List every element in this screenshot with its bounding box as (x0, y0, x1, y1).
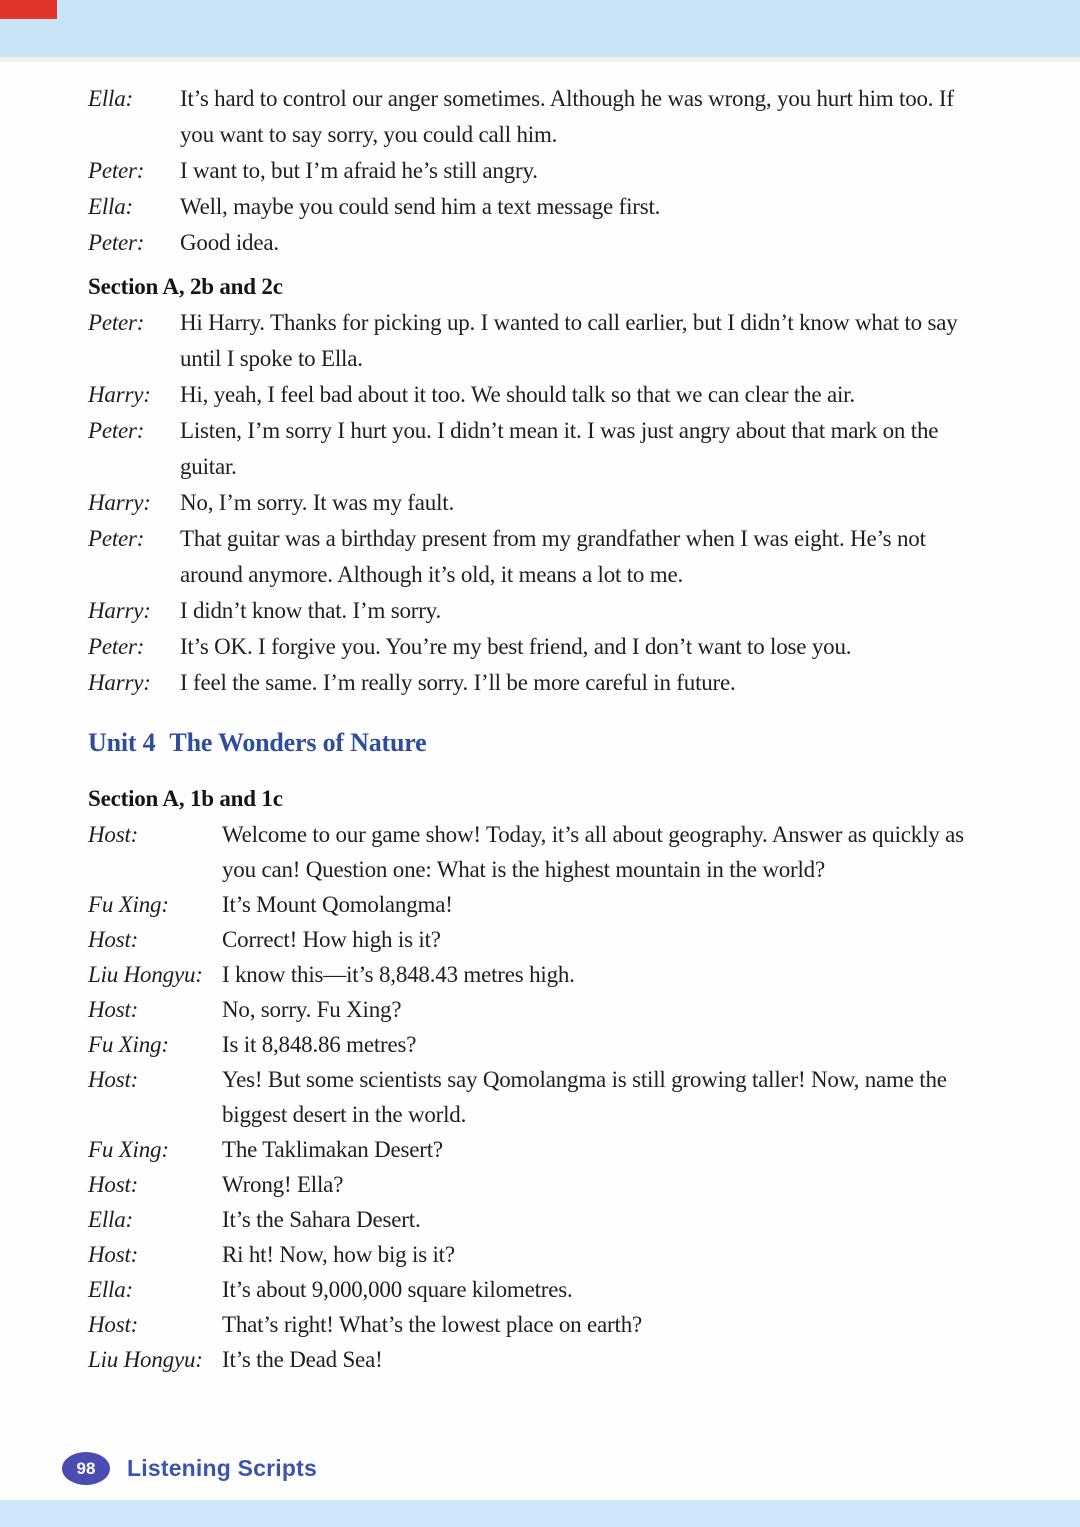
dialogue-text: No, sorry. Fu Xing? (222, 997, 402, 1022)
dialogue-text: I didn’t know that. I’m sorry. (180, 598, 442, 623)
page-number-badge: 98 (62, 1452, 110, 1485)
dialogue-row (88, 957, 990, 992)
dialogue-row (88, 189, 990, 225)
speaker-label: Host: (88, 997, 139, 1022)
speaker-label: Harry: (88, 382, 151, 407)
dialogue-text: It’s hard to control our anger sometimes. Although he was wrong, you hurt him too. If you want to say sorry, you could call him. (180, 86, 954, 147)
speaker-label: Peter: (88, 526, 145, 551)
unit3-scripts (88, 81, 990, 701)
dialogue-row (88, 817, 990, 887)
bottom-decoration-band (0, 1500, 1080, 1527)
speaker-label: Ella: (88, 1277, 133, 1302)
dialogue-text: It’s OK. I forgive you. You’re my best friend, and I don’t want to lose you. (180, 634, 852, 659)
speaker-label: Peter: (88, 158, 145, 183)
dialogue-row (88, 521, 990, 593)
dialogue-row (88, 887, 990, 922)
dialogue-text: Hi Harry. Thanks for picking up. I wanted to call earlier, but I didn’t know what to say until I spoke to Ella. (180, 310, 958, 371)
dialogue-row (88, 1307, 990, 1342)
dialogue-text: I know this—it’s 8,848.43 metres high. (222, 962, 575, 987)
dialogue-text: It’s Mount Qomolangma! (222, 892, 453, 917)
dialogue-text: Wrong! Ella? (222, 1172, 344, 1197)
speaker-label: Peter: (88, 230, 145, 255)
dialogue-text: Good idea. (180, 230, 279, 255)
speaker-label: Harry: (88, 490, 151, 515)
speaker-label: Ella: (88, 194, 133, 219)
speaker-label: Ella: (88, 86, 133, 111)
listening-scripts-content (0, 62, 1080, 1377)
section-heading-2b-2c: Section A, 2b and 2c (88, 274, 283, 299)
dialogue-row (88, 413, 990, 485)
dialogue-text: That guitar was a birthday present from my grandfather when I was eight. He’s not around anymore. Although it’s old, it means a lot to me. (180, 526, 926, 587)
dialogue-row (88, 1237, 990, 1272)
dialogue-row (88, 1272, 990, 1307)
speaker-label: Fu Xing: (88, 892, 169, 917)
speaker-label: Host: (88, 1312, 139, 1337)
dialogue-section-a-1b-1c (88, 817, 990, 1377)
speaker-label: Harry: (88, 598, 151, 623)
dialogue-row (88, 1167, 990, 1202)
dialogue-row (88, 485, 990, 521)
speaker-label: Peter: (88, 634, 145, 659)
dialogue-text: Hi, yeah, I feel bad about it too. We should talk so that we can clear the air. (180, 382, 855, 407)
unit-title: The Wonders of Nature (169, 728, 427, 757)
footer-title: Listening Scripts (127, 1455, 317, 1481)
speaker-label: Peter: (88, 310, 145, 335)
speaker-label: Peter: (88, 418, 145, 443)
unit-number: Unit 4 (88, 728, 156, 757)
speaker-label: Ella: (88, 1207, 133, 1232)
unit4-scripts (88, 723, 990, 1377)
speaker-label: Host: (88, 1242, 139, 1267)
dialogue-text: Yes! But some scientists say Qomolangma is still growing taller! Now, name the biggest desert in the world. (222, 1067, 947, 1127)
speaker-label: Harry: (88, 670, 151, 695)
dialogue-text: No, I’m sorry. It was my fault. (180, 490, 455, 515)
page-footer (62, 1452, 317, 1485)
dialogue-row (88, 377, 990, 413)
dialogue-row (88, 665, 990, 701)
speaker-label: Fu Xing: (88, 1137, 169, 1162)
dialogue-row (88, 922, 990, 957)
dialogue-text: Is it 8,848.86 metres? (222, 1032, 417, 1057)
section-heading-1b-1c: Section A, 1b and 1c (88, 786, 283, 811)
speaker-label: Host: (88, 927, 139, 952)
dialogue-section-a-1 (88, 81, 990, 261)
dialogue-text: That’s right! What’s the lowest place on earth? (222, 1312, 643, 1337)
dialogue-text: Correct! How high is it? (222, 927, 441, 952)
speaker-label: Fu Xing: (88, 1032, 169, 1057)
dialogue-text: I feel the same. I’m really sorry. I’ll be more careful in future. (180, 670, 736, 695)
speaker-label: Host: (88, 1172, 139, 1197)
unit4-heading (88, 723, 990, 763)
dialogue-text: Welcome to our game show! Today, it’s all about geography. Answer as quickly as you can! Question one: What is the highest mountain in the world? (222, 822, 964, 882)
dialogue-row (88, 305, 990, 377)
dialogue-row (88, 225, 990, 261)
dialogue-row (88, 1027, 990, 1062)
dialogue-row (88, 1202, 990, 1237)
dialogue-text: Well, maybe you could send him a text message first. (180, 194, 661, 219)
speaker-label: Liu Hongyu: (88, 962, 203, 987)
dialogue-row (88, 1342, 990, 1377)
dialogue-row (88, 992, 990, 1027)
dialogue-row (88, 153, 990, 189)
dialogue-row (88, 1132, 990, 1167)
dialogue-row (88, 629, 990, 665)
dialogue-row (88, 81, 990, 153)
dialogue-text: It’s the Dead Sea! (222, 1347, 383, 1372)
speaker-label: Liu Hongyu: (88, 1347, 203, 1372)
dialogue-row (88, 1062, 990, 1132)
speaker-label: Host: (88, 822, 139, 847)
dialogue-text: It’s about 9,000,000 square kilometres. (222, 1277, 573, 1302)
dialogue-text: The Taklimakan Desert? (222, 1137, 443, 1162)
dialogue-text: Ri ht! Now, how big is it? (222, 1242, 455, 1267)
top-decoration-band (0, 0, 1080, 62)
dialogue-text: Listen, I’m sorry I hurt you. I didn’t mean it. I was just angry about that mark on the guitar. (180, 418, 939, 479)
red-corner-mark (0, 0, 57, 19)
dialogue-text: It’s the Sahara Desert. (222, 1207, 421, 1232)
dialogue-section-a-2b-2c (88, 305, 990, 701)
dialogue-text: I want to, but I’m afraid he’s still angry. (180, 158, 538, 183)
speaker-label: Host: (88, 1067, 139, 1092)
dialogue-row (88, 593, 990, 629)
